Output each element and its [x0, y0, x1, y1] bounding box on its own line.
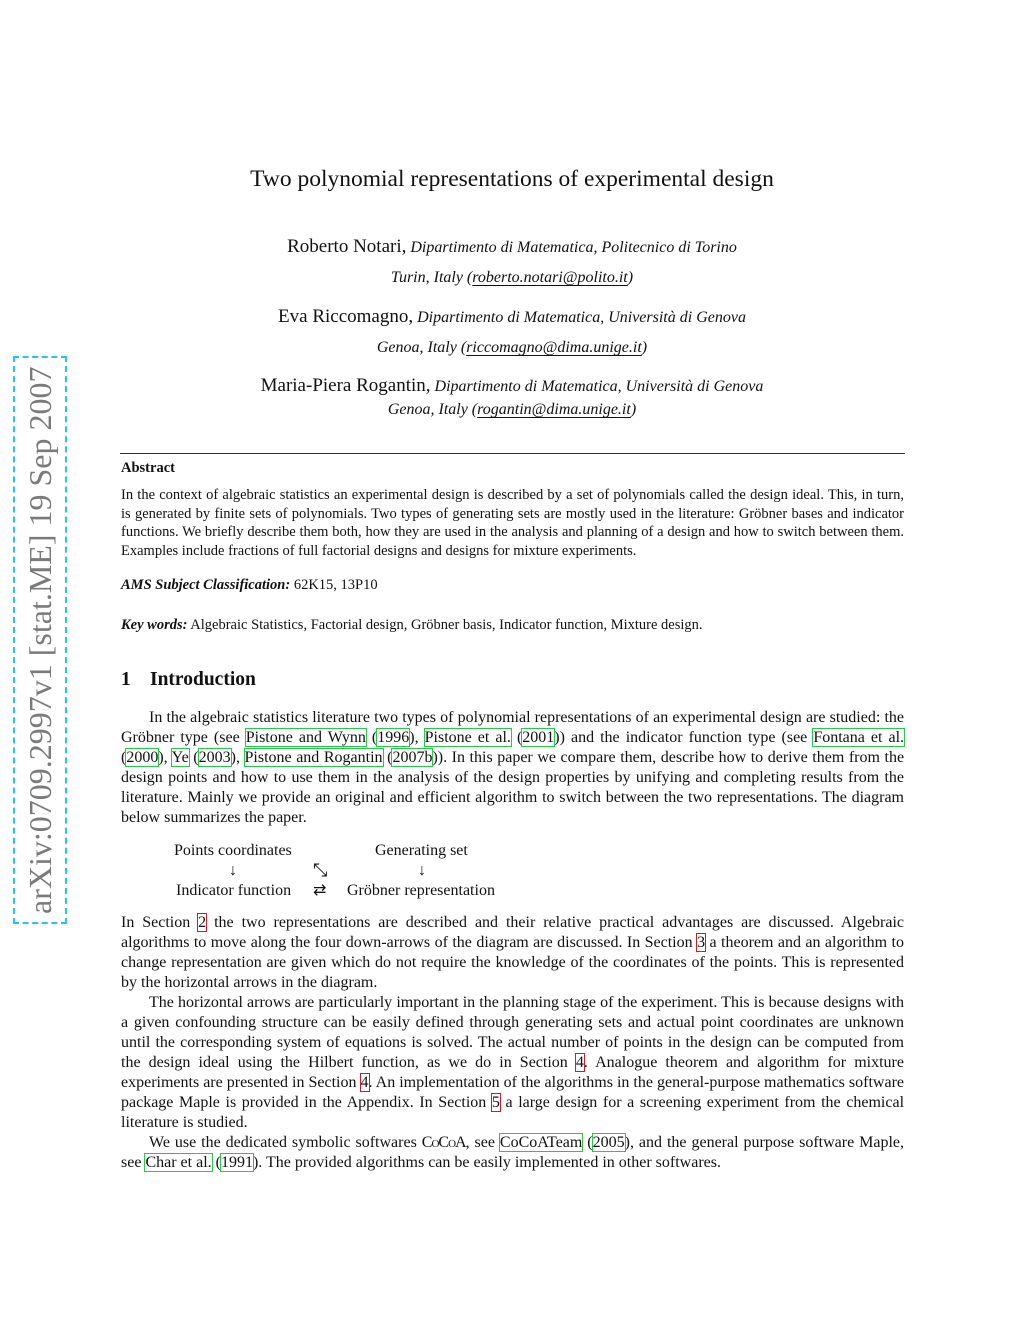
section-ref-link[interactable]: 4	[575, 1054, 584, 1071]
location: Genoa, Italy (	[376, 339, 467, 356]
author-block-2	[0, 306, 1024, 328]
citation-link[interactable]: Ye	[171, 749, 189, 766]
section-number: 1	[121, 669, 131, 690]
email-link[interactable]: rogantin@dima.unige.it	[477, 401, 631, 418]
citation-link[interactable]: CoCoATeam	[499, 1134, 583, 1151]
citation-link[interactable]: Fontana et al.	[813, 729, 905, 746]
keywords-value: Algebraic Statistics, Factorial design, Gröbner basis, Indicator function, Mixture design.	[190, 617, 703, 633]
section-title: Introduction	[150, 669, 256, 690]
citation-year-link[interactable]: 2007b	[392, 749, 433, 766]
citation-year-link[interactable]: 2000	[126, 749, 159, 766]
ams-classification	[121, 577, 378, 594]
keywords-label: Key words:	[121, 617, 188, 633]
intro-paragraph-2: In Section 2 the two representations are described and their relative practical advantages are discussed. Algebraic algorithms to move along the four down-arrows of the diagram are discussed. In Section 3 a theorem and an algorithm to change representation are given which do not require the knowledge of the coordinates of the points. This is represented by the horizontal arrows in the diagram.	[121, 914, 905, 991]
intro-body	[121, 913, 904, 1173]
abstract-heading: Abstract	[121, 460, 175, 476]
diagram-top-left: Points coordinates	[174, 842, 292, 859]
author-affiliation: Dipartimento di Matematica, Politecnico di Torino	[410, 239, 737, 256]
section-ref-link[interactable]: 3	[697, 934, 706, 951]
location: Genoa, Italy (	[387, 401, 478, 418]
abstract-text: In the context of algebraic statistics an experimental design is described by a set of polynomials called the design ideal. This, in turn, is generated by finite sets of polynomials. Two types of generating sets are mostly used in the literature: Gröbner bases and indicator functions. We briefly describe them both, how they are used in the analysis and planning of a design and how to switch between them. Examples include fractions of full factorial designs and designs for mixture experiments.	[121, 487, 904, 559]
intro-paragraph-4: We use the dedicated symbolic softwares CoCoA, see CoCoATeam (2005), and the general purpose software Maple, see Char et al. (1991). The provided algorithms can be easily implemented in other softwares.	[121, 1134, 905, 1171]
abstract-divider	[120, 453, 905, 454]
author-location-3: Genoa, Italy (rogantin@dima.unige.it)	[387, 401, 637, 418]
author-name: Maria-Piera Rogantin,	[260, 375, 431, 396]
section-ref-link[interactable]: 4	[360, 1074, 369, 1091]
author-block-1	[0, 236, 1024, 258]
diagram-bottom-left: Indicator function	[176, 882, 292, 899]
author-location-1: Turin, Italy (roberto.notari@polito.it)	[390, 269, 634, 286]
section-ref-link[interactable]: 5	[491, 1094, 500, 1111]
arxiv-stamp[interactable]: arXiv:0709.2997v1 [stat.ME] 19 Sep 2007	[17, 361, 63, 921]
author-block-3	[0, 375, 1024, 397]
horizontal-arrows-icon: ⇄	[313, 880, 327, 899]
citation-year-link[interactable]: 1991	[220, 1154, 253, 1171]
email-link[interactable]: riccomagno@dima.unige.it	[466, 339, 642, 356]
author-location-2: Genoa, Italy (riccomagno@dima.unige.it)	[376, 339, 648, 356]
cross-arrows-icon: ⤡	[313, 860, 328, 881]
cocoa-logo: CoCoA	[421, 1134, 466, 1151]
email-link[interactable]: roberto.notari@polito.it	[472, 269, 628, 286]
paper-title: Two polynomial representations of experimental design	[250, 166, 774, 192]
down-arrow-icon: ↓	[229, 862, 237, 879]
author-affiliation: Dipartimento di Matematica, Università di Genova	[434, 378, 764, 395]
location: Turin, Italy (	[390, 269, 473, 286]
intro-paragraph-3: The horizontal arrows are particularly important in the planning stage of the experiment. This is because designs with a given confounding structure can be easily defined through generating sets and actual point coordinates are unknown until the corresponding system of equations is solved. The actual number of points in the design can be computed from the design ideal using the Hilbert function, as we do in Section 4. Analogue theorem and algorithm for mixture experiments are presented in Section 4. An implementation of the algorithms in the general-purpose mathematics software package Maple is provided in the Appendix. In Section 5 a large design for a screening experiment from the chemical literature is studied.	[121, 994, 905, 1131]
citation-link[interactable]: Pistone and Rogantin	[244, 749, 383, 766]
citation-year-link[interactable]: 2001	[522, 729, 555, 746]
citation-year-link[interactable]: 2003	[198, 749, 231, 766]
citation-year-link[interactable]: 2005	[592, 1134, 625, 1151]
citation-link[interactable]: Char et al.	[145, 1154, 212, 1171]
citation-year-link[interactable]: 1996	[377, 729, 410, 746]
intro-paragraph-1: In the algebraic statistics literature two types of polynomial representations of an experimental design are studied: the Gröbner type (see Pistone and Wynn (1996), Pistone et al. (2001)) and the indicator function type (see Fontana et al. (2000), Ye (2003), Pistone and Rogantin (2007b)). In this paper we compare them, describe how to derive them from the design points and how to use them in the analysis of the design properties by unifying and completing results from the literature. Mainly we provide an original and efficient algorithm to switch between the two representations. The diagram below summarizes the paper.	[121, 709, 905, 826]
author-name: Eva Riccomagno,	[278, 306, 414, 327]
section-ref-link[interactable]: 2	[198, 914, 207, 931]
section-heading	[121, 669, 256, 691]
citation-link[interactable]: Pistone and Wynn	[245, 729, 366, 746]
author-name: Roberto Notari,	[287, 236, 407, 257]
diagram-top-right: Generating set	[375, 842, 468, 859]
ams-value: 62K15, 13P10	[293, 577, 378, 593]
ams-label: AMS Subject Classification:	[121, 577, 291, 593]
citation-link[interactable]: Pistone et al.	[424, 729, 511, 746]
keywords	[121, 617, 703, 634]
down-arrow-icon: ↓	[418, 862, 426, 879]
diagram-bottom-right: Gröbner representation	[347, 882, 495, 899]
author-affiliation: Dipartimento di Matematica, Università di Genova	[417, 309, 746, 326]
